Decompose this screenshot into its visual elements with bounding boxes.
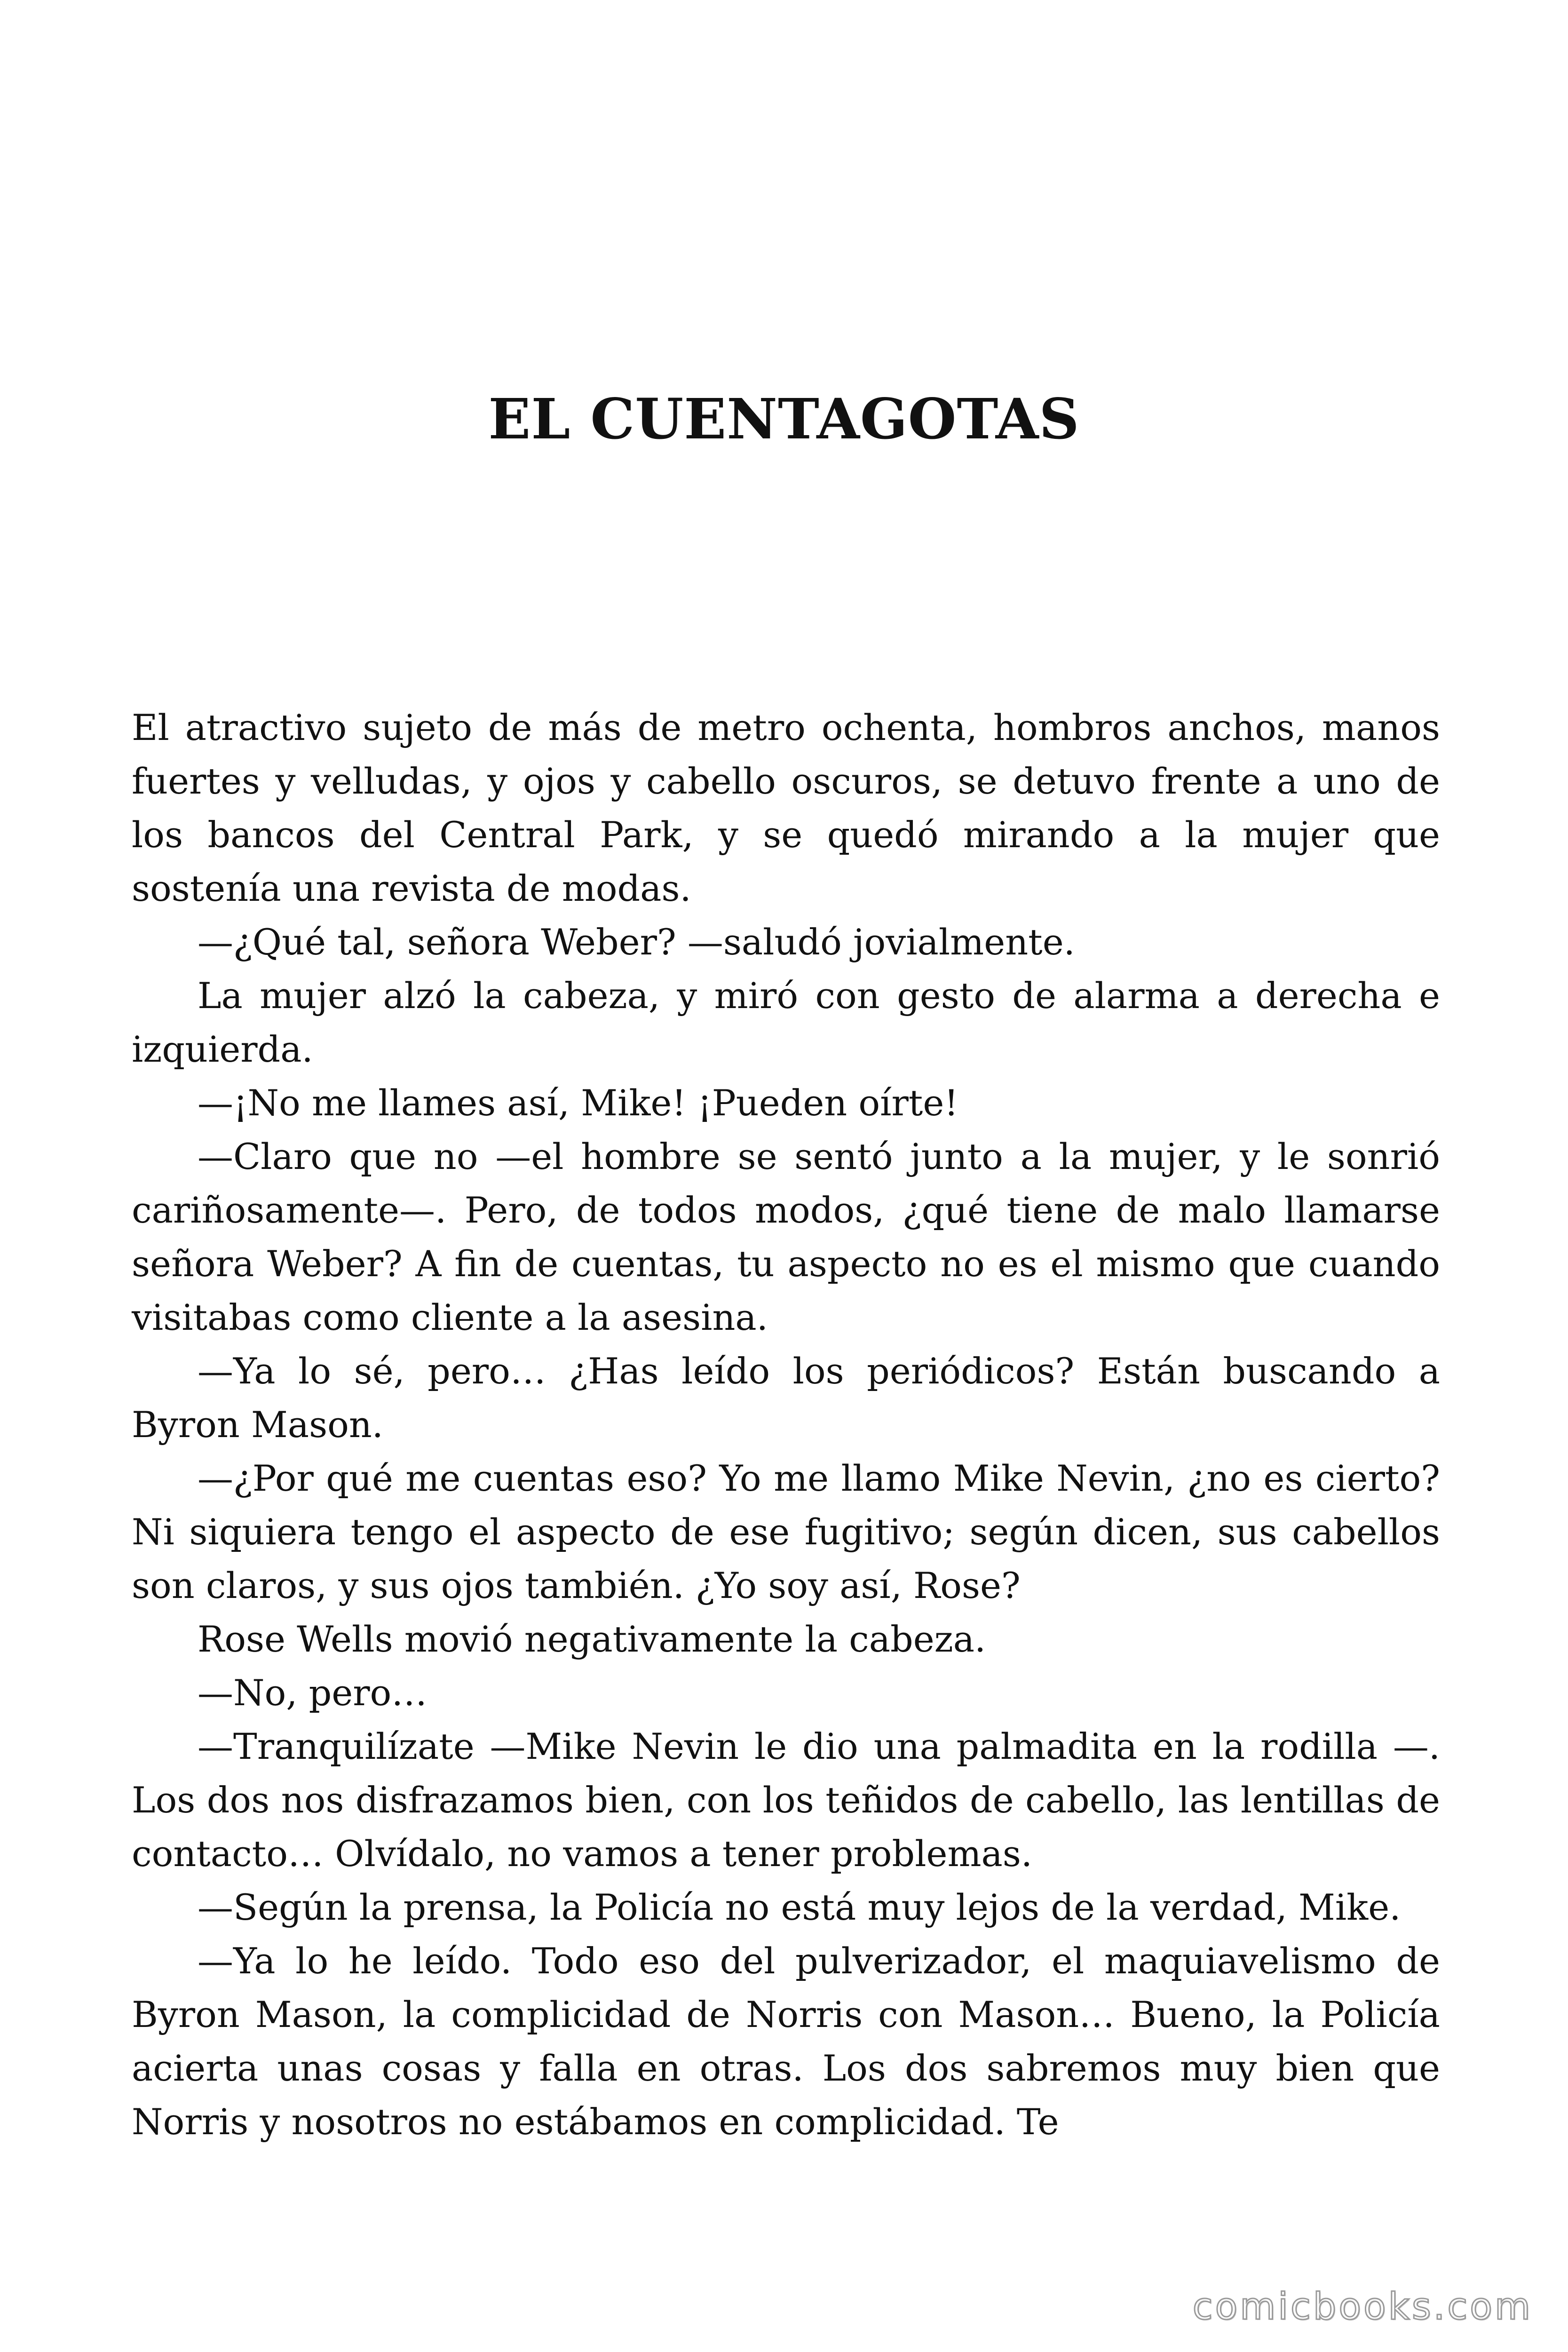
paragraph: Rose Wells movió negativamente la cabeza. [198, 1618, 986, 1660]
paragraph: —¿Por qué me cuentas eso? Yo me llamo Mike Nevin, ¿no es cierto? Ni siquiera tengo el aspecto de ese fugitivo; según dicen, sus cabellos son claros, y sus ojos también. ¿Yo soy así, Rose? [132, 1457, 1440, 1606]
chapter-title: EL CUENTAGOTAS [488, 386, 1080, 452]
paragraph: —Ya lo he leído. Todo eso del pulverizador, el maquiavelismo de Byron Mason, la complicidad de Norris con Mason… Bueno, la Policía acierta unas cosas y falla en otras. Los dos sabremos muy bien que Norris y nosotros no estábamos en complicidad. Te [132, 1940, 1440, 2143]
paragraph: —Ya lo sé, pero… ¿Has leído los periódicos? Están buscando a Byron Mason. [132, 1350, 1440, 1446]
paragraph: —¡No me llames así, Mike! ¡Pueden oírte! [198, 1082, 958, 1124]
paragraph: La mujer alzó la cabeza, y miró con gesto de alarma a derecha e izquierda. [132, 975, 1440, 1070]
paragraph: —¿Qué tal, señora Weber? —saludó jovialmente. [198, 921, 1075, 963]
watermark: comicbooks.com [1192, 2286, 1533, 2328]
paragraph: —Claro que no —el hombre se sentó junto a la mujer, y le sonrió cariñosamente—. Pero, de todos modos, ¿qué tiene de malo llamarse señora Weber? A fin de cuentas, tu aspecto no es el mismo que cuando visitabas como cliente a la asesina. [132, 1136, 1440, 1338]
paragraph: —Según la prensa, la Policía no está muy lejos de la verdad, Mike. [198, 1886, 1401, 1928]
paragraph: El atractivo sujeto de más de metro ochenta, hombros anchos, manos fuertes y velludas, y ojos y cabello oscuros, se detuvo frente a uno de los bancos del Central Park, y se quedó mirando a la mujer que sostenía una revista de modas. [132, 707, 1440, 909]
paragraph: —No, pero… [198, 1672, 428, 1714]
paragraph: —Tranquilízate —Mike Nevin le dio una palmadita en la rodilla —. Los dos nos disfrazamos bien, con los teñidos de cabello, las lentillas de contacto… Olvídalo, no vamos a tener problemas. [132, 1725, 1440, 1875]
chapter-body [132, 701, 1440, 2149]
